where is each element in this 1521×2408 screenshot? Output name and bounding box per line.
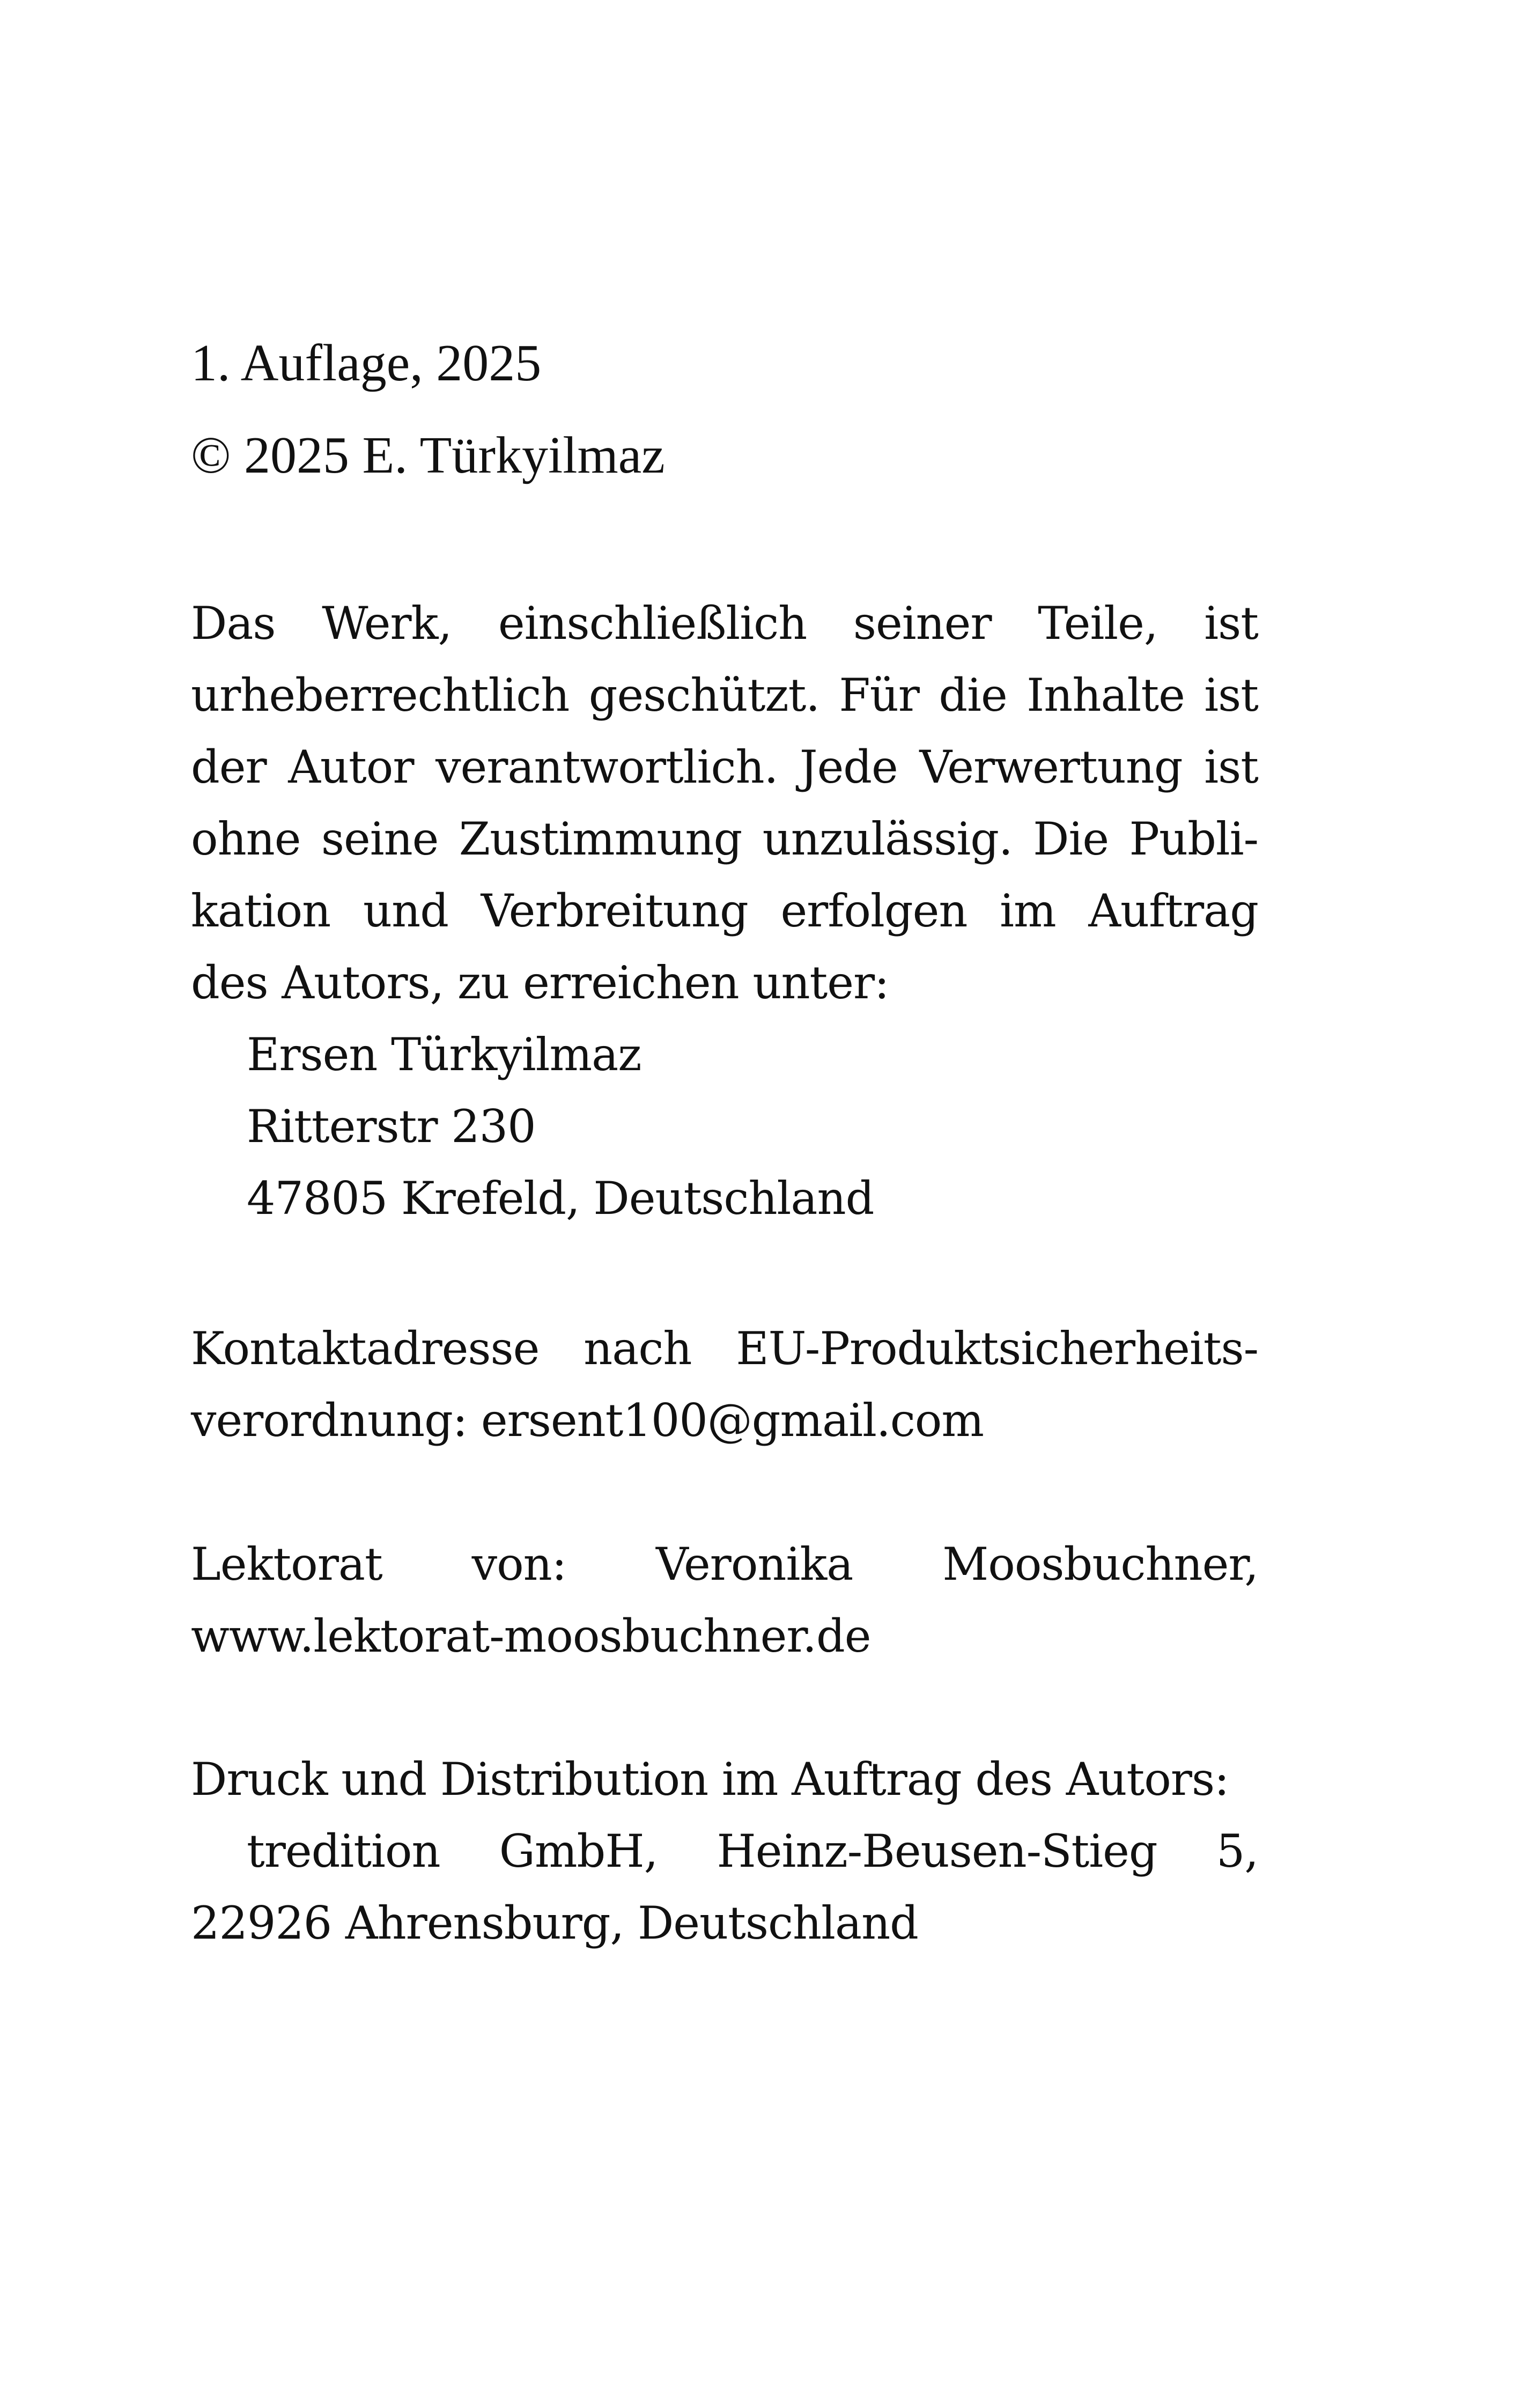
notice-line: der Autor verantwortlich. Jede Verwertung ist xyxy=(191,741,1258,793)
author-city: 47805 Krefeld, Deutschland xyxy=(247,1172,874,1225)
notice-line: kation und Verbreitung erfolgen im Auftrag xyxy=(191,885,1258,937)
notice-line: des Autors, zu erreichen unter: xyxy=(191,956,889,1009)
notice-line: Das Werk, einschließlich seiner Teile, ist xyxy=(191,597,1258,650)
editor-line: Lektorat von: Veronika Moosbuchner, xyxy=(191,1538,1258,1590)
edition-line: 1. Auflage, 2025 xyxy=(191,334,542,392)
contact-line: Kontaktadresse nach EU-Produktsicherheits- xyxy=(191,1322,1258,1375)
copyright-line: © 2025 E. Türkyilmaz xyxy=(191,426,665,484)
editing-block xyxy=(191,1528,1258,1672)
contact-email-line: verordnung: ersent100@gmail.com xyxy=(191,1394,984,1447)
author-street: Ritterstr 230 xyxy=(247,1100,536,1153)
print-heading: Druck und Distribution im Auftrag des Autors: xyxy=(191,1753,1229,1806)
editor-website: www.lektorat-moosbuchner.de xyxy=(191,1610,871,1662)
print-distribution-block xyxy=(191,1743,1258,1959)
notice-line: ohne seine Zustimmung unzulässig. Die Publi- xyxy=(191,813,1258,865)
publisher-address-line: tredition GmbH, Heinz-Beusen-Stieg 5, xyxy=(247,1825,1258,1877)
publisher-city-line: 22926 Ahrensburg, Deutschland xyxy=(191,1897,918,1949)
author-name: Ersen Türkyilmaz xyxy=(247,1028,641,1081)
contact-block xyxy=(191,1313,1258,1456)
copyright-notice xyxy=(191,587,1258,1234)
notice-line: urheberrechtlich geschützt. Für die Inhalte ist xyxy=(191,669,1258,721)
